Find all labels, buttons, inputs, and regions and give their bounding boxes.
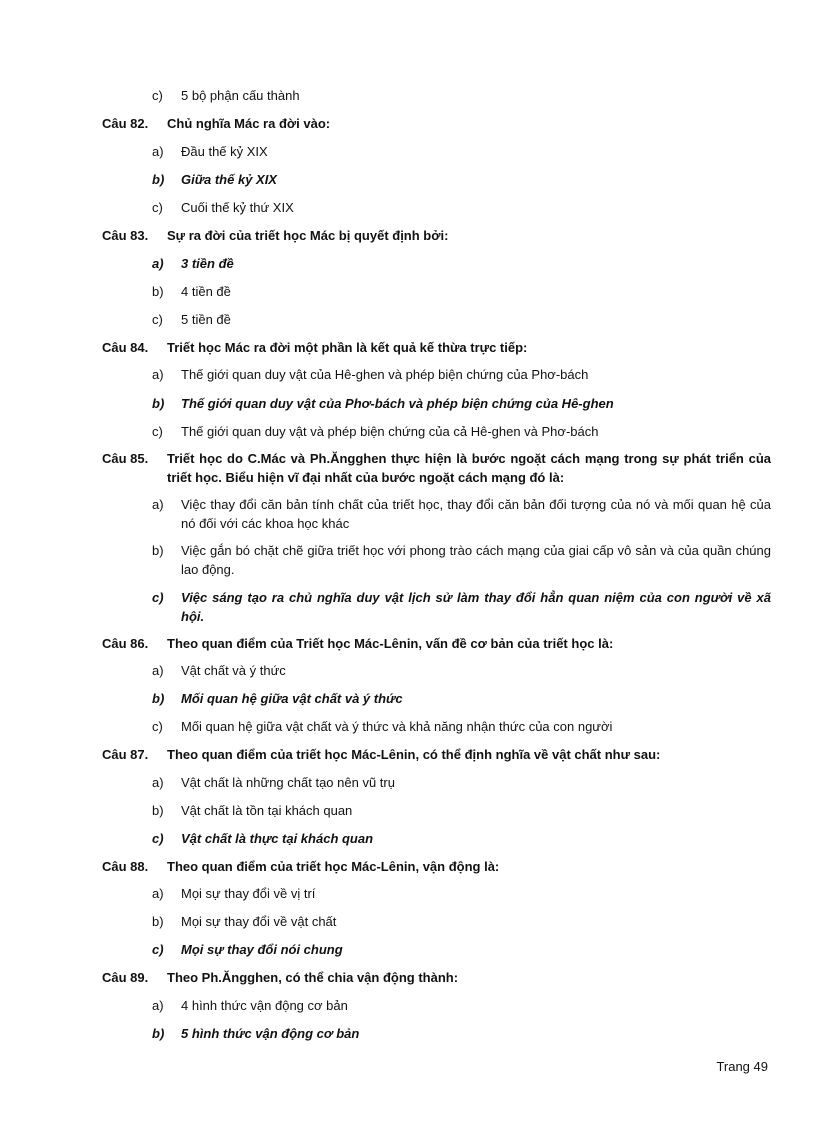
option-label: a) — [152, 775, 164, 790]
option-label: b) — [152, 172, 165, 187]
option-text: 4 tiền đề — [181, 284, 231, 299]
option-label: b) — [152, 396, 165, 411]
option-label: c) — [152, 719, 163, 734]
option-text: Thế giới quan duy vật của Phơ-bách và phép biện chứng của Hê-ghen — [181, 396, 614, 411]
option-label: c) — [152, 200, 163, 215]
option-label: c) — [152, 424, 163, 439]
option-label: c) — [152, 590, 164, 605]
option-label: a) — [152, 663, 164, 678]
page-number: Trang 49 — [716, 1059, 768, 1074]
option-text: Thế giới quan duy vật của Hê-ghen và phép biện chứng của Phơ-bách — [181, 367, 589, 382]
option-label: c) — [152, 942, 164, 957]
question-number: Câu 89. — [102, 970, 149, 985]
question-text: Theo quan điểm của triết học Mác-Lênin, vận động là: — [167, 859, 500, 874]
option-label: b) — [152, 1026, 165, 1041]
option-label: a) — [152, 367, 164, 382]
option-label: b) — [152, 543, 164, 558]
option-text: Giữa thế kỷ XIX — [181, 172, 277, 187]
option-text: Mọi sự thay đổi về vật chất — [181, 914, 337, 929]
option-text: Mọi sự thay đổi nói chung — [181, 942, 343, 957]
option-text: Việc sáng tạo ra chủ nghĩa duy vật lịch sử làm thay đổi hẳn quan niệm của con người về xã hội. — [181, 590, 771, 624]
question-number: Câu 85. — [102, 451, 149, 466]
option-text: Mối quan hệ giữa vật chất và ý thức — [181, 691, 403, 706]
question-text: Sự ra đời của triết học Mác bị quyết định bởi: — [167, 228, 449, 243]
option-text: 5 tiền đề — [181, 312, 231, 327]
option-text: Việc gắn bó chặt chẽ giữa triết học với phong trào cách mạng của giai cấp vô sản và của quần chúng lao động. — [181, 543, 771, 577]
option-text: Cuối thế kỷ thứ XIX — [181, 200, 294, 215]
question-text: Chủ nghĩa Mác ra đời vào: — [167, 116, 331, 131]
option-text: Việc thay đổi căn bản tính chất của triết học, thay đổi căn bản đối tượng của nó và mối quan hệ của nó đối với các khoa học khác — [181, 497, 771, 531]
question-number: Câu 87. — [102, 747, 149, 762]
option-label: a) — [152, 886, 164, 901]
option-label: b) — [152, 284, 164, 299]
option-text: 5 hình thức vận động cơ bản — [181, 1026, 360, 1041]
option-text: 4 hình thức vận động cơ bản — [181, 998, 348, 1013]
option-label: b) — [152, 691, 165, 706]
option-label: b) — [152, 914, 164, 929]
option-label: a) — [152, 256, 164, 271]
option-label: c) — [152, 831, 164, 846]
option-text: Vật chất là những chất tạo nên vũ trụ — [181, 775, 395, 790]
question-number: Câu 88. — [102, 859, 149, 874]
option-label: a) — [152, 998, 164, 1013]
question-text: Triết học Mác ra đời một phần là kết quả kế thừa trực tiếp: — [167, 340, 528, 355]
question-text: Theo quan điểm của triết học Mác-Lênin, có thể định nghĩa về vật chất như sau: — [167, 747, 661, 762]
option-label: a) — [152, 144, 164, 159]
question-number: Câu 83. — [102, 228, 149, 243]
option-text: Vật chất là thực tại khách quan — [181, 831, 374, 846]
option-text: Vật chất và ý thức — [181, 663, 286, 678]
option-label: c) — [152, 88, 163, 103]
option-text: 3 tiền đề — [181, 256, 234, 271]
option-label: a) — [152, 497, 164, 512]
option-text: Mối quan hệ giữa vật chất và ý thức và khả năng nhận thức của con người — [181, 719, 613, 734]
option-label: b) — [152, 803, 164, 818]
option-text: Vật chất là tồn tại khách quan — [181, 803, 353, 818]
option-text: 5 bộ phận cấu thành — [181, 88, 300, 103]
option-text: Thế giới quan duy vật và phép biện chứng của cả Hê-ghen và Phơ-bách — [181, 424, 599, 439]
question-text: Theo quan điểm của Triết học Mác-Lênin, vấn đề cơ bản của triết học là: — [167, 636, 614, 651]
option-text: Mọi sự thay đổi về vị trí — [181, 886, 316, 901]
question-text: Triết học do C.Mác và Ph.Ăngghen thực hiện là bước ngoặt cách mạng trong sự phát triển của triết học. Biểu hiện vĩ đại nhất của bước ngoặt cách mạng đó là: — [167, 451, 771, 485]
question-number: Câu 82. — [102, 116, 149, 131]
question-number: Câu 86. — [102, 636, 149, 651]
question-text: Theo Ph.Ăngghen, có thể chia vận động thành: — [167, 970, 459, 985]
option-label: c) — [152, 312, 163, 327]
question-number: Câu 84. — [102, 340, 149, 355]
option-text: Đầu thế kỷ XIX — [181, 144, 268, 159]
